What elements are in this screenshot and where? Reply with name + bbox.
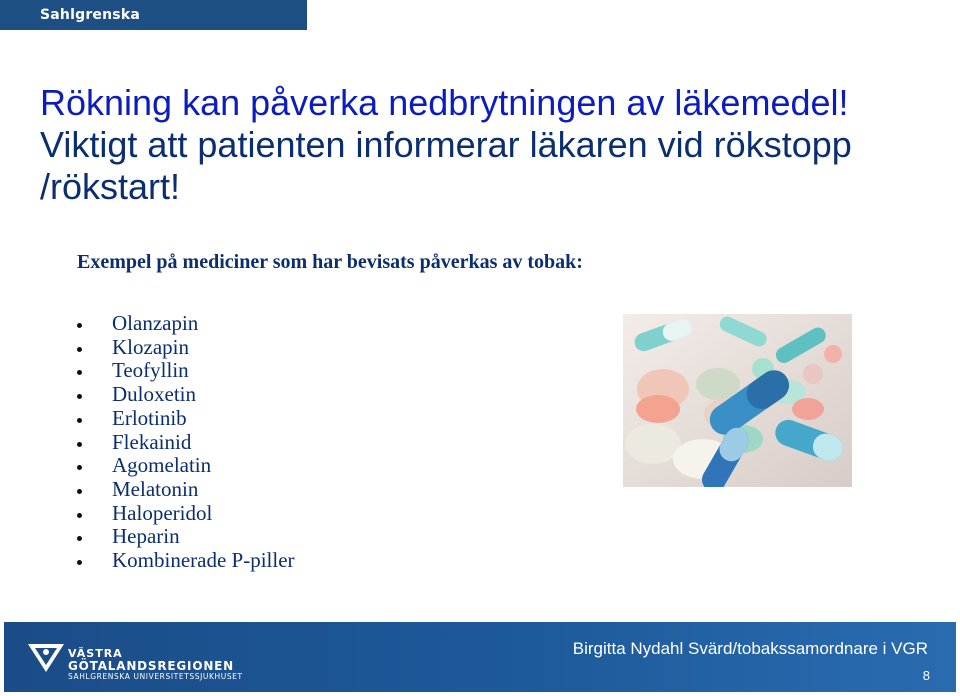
list-item: Erlotinib (77, 407, 295, 431)
hospital-banner: Sahlgrenska Universitetssjukhuset (0, 0, 307, 30)
slide-headline (40, 82, 940, 208)
list-item: Melatonin (77, 478, 295, 502)
list-item: Flekainid (77, 431, 295, 455)
intro-text: Exempel på mediciner som har bevisats påverkas av tobak: (77, 251, 583, 273)
vgr-logo-icon (26, 638, 66, 678)
logo-line-2: GÖTALANDSREGIONEN (68, 659, 235, 673)
headline-line-2: Viktigt att patienten informerar läkaren vid rökstopp /rökstart! (40, 124, 852, 207)
pills-photo (623, 314, 852, 487)
list-item: Kombinerade P-piller (77, 549, 295, 573)
list-item: Agomelatin (77, 454, 295, 478)
author-credit: Birgitta Nydahl Svärd/tobakssamordnare i VGR (572, 639, 928, 658)
list-item: Duloxetin (77, 383, 295, 407)
list-item: Teofyllin (77, 359, 295, 383)
list-item: Olanzapin (77, 312, 295, 336)
pills-illustration (623, 314, 852, 487)
logo-line-1: VÄSTRA (68, 647, 123, 660)
footer-bar (4, 622, 956, 692)
logo-line-3: SAHLGRENSKA UNIVERSITETSSJUKHUSET (68, 672, 243, 681)
list-item: Klozapin (77, 336, 295, 360)
headline-line-1: Rökning kan påverka nedbrytningen av läkemedel! (40, 82, 849, 123)
page-number: 8 (922, 668, 930, 683)
list-item: Haloperidol (77, 502, 295, 526)
list-item: Heparin (77, 525, 295, 549)
drug-list (77, 312, 295, 573)
